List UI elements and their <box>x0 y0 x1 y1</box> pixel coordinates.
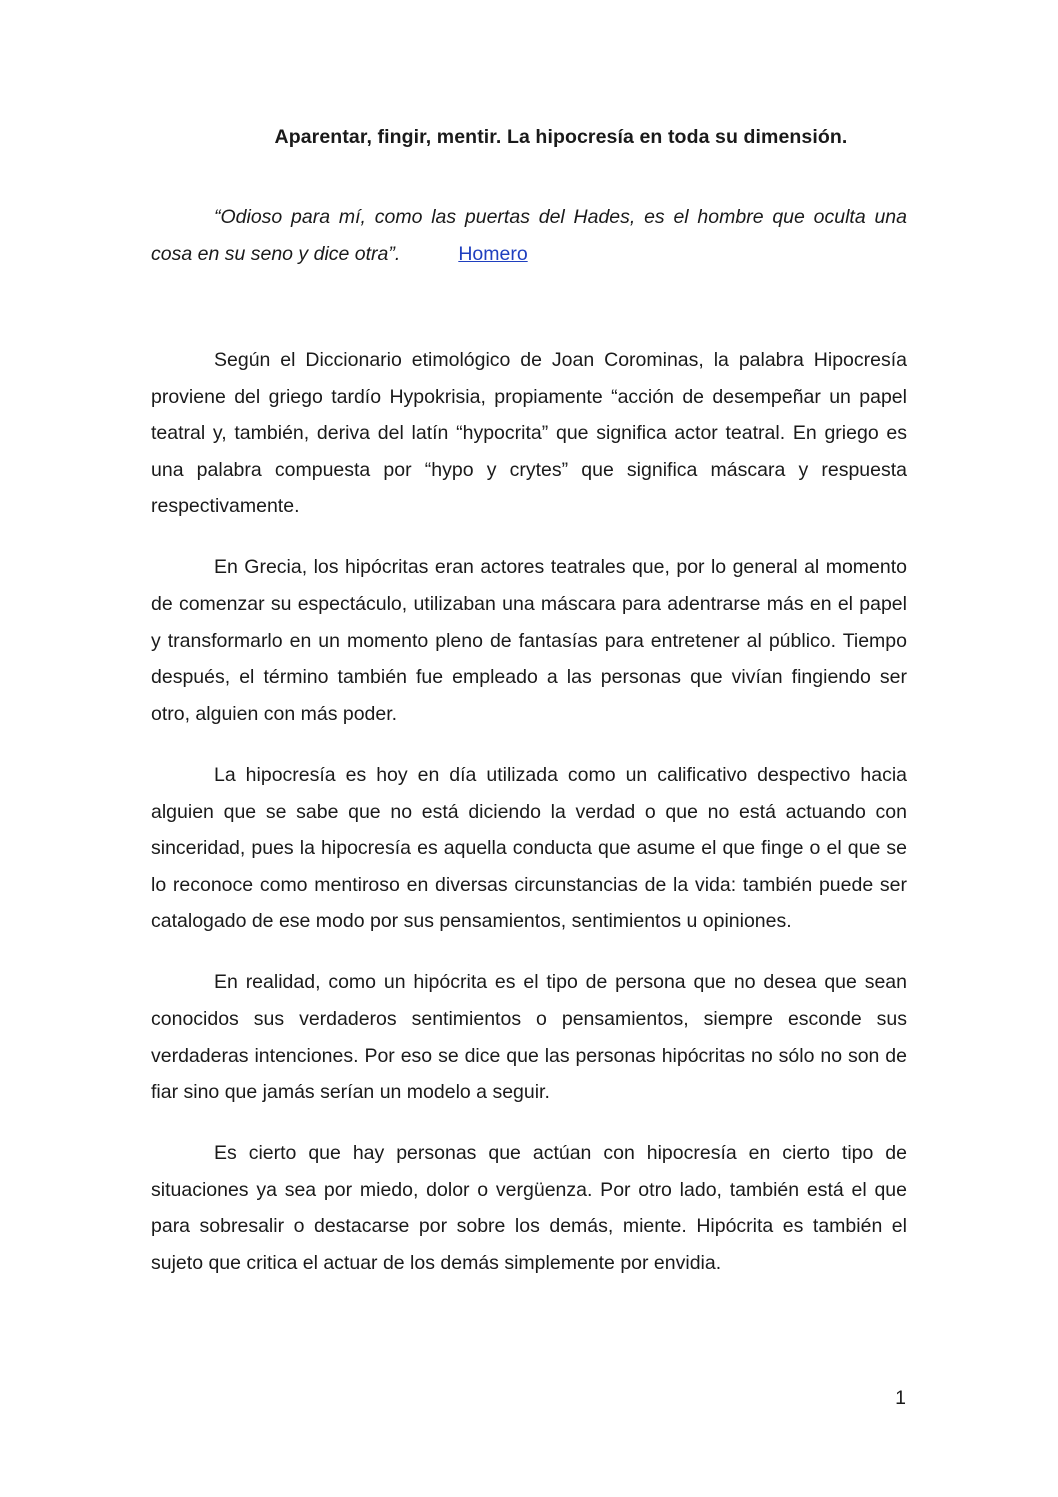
paragraph-4: En realidad, como un hipócrita es el tipo de persona que no desea que sean conocidos sus verdaderos sentimientos o pensamientos, siempre esconde sus verdaderas intenciones. Por eso se dice que las personas hipócritas no sólo no son de fiar sino que jamás serían un modelo a seguir. <box>151 971 907 1104</box>
document-title: Aparentar, fingir, mentir. La hipocresía en toda su dimensión. <box>274 126 848 148</box>
page-number: 1 <box>895 1387 906 1409</box>
document-body <box>151 342 907 1306</box>
paragraph-3: La hipocresía es hoy en día utilizada como un calificativo despectivo hacia alguien que se sabe que no está diciendo la verdad o que no está actuando con sinceridad, pues la hipocresía es aquella conducta que asume el que finge o el que se lo reconoce como mentiroso en diversas circunstancias de la vida: también puede ser catalogado de ese modo por sus pensamientos, sentimientos u opiniones. <box>151 763 907 933</box>
paragraph-1: Según el Diccionario etimológico de Joan Corominas, la palabra Hipocresía proviene del griego tardío Hypokrisia, propiamente “acción de desempeñar un papel teatral y, también, deriva del latín “hypocrita” que significa actor teatral. En griego es una palabra compuesta por “hypo y crytes” que significa máscara y respuesta respectivamente. <box>151 349 907 518</box>
paragraph-5: Es cierto que hay personas que actúan con hipocresía en cierto tipo de situaciones ya sea por miedo, dolor o vergüenza. Por otro lado, también está el que para sobresalir o destacarse por sobre los demás, miente. Hipócrita es también el sujeto que critica el actuar de los demás simplemente por envidia. <box>151 1142 907 1275</box>
epigraph <box>151 199 907 272</box>
paragraph-2: En Grecia, los hipócritas eran actores teatrales que, por lo general al momento de comenzar su espectáculo, utilizaban una máscara para adentrarse más en el papel y transformarlo en un momento pleno de fantasías para entretener al público. Tiempo después, el término también fue empleado a las personas que vivían fingiendo ser otro, alguien con más poder. <box>151 556 907 725</box>
epigraph-author-link[interactable]: Homero <box>458 242 528 265</box>
epigraph-text: “Odioso para mí, como las puertas del Hades, es el hombre que oculta una cosa en su seno y dice otra”. <box>151 206 907 265</box>
